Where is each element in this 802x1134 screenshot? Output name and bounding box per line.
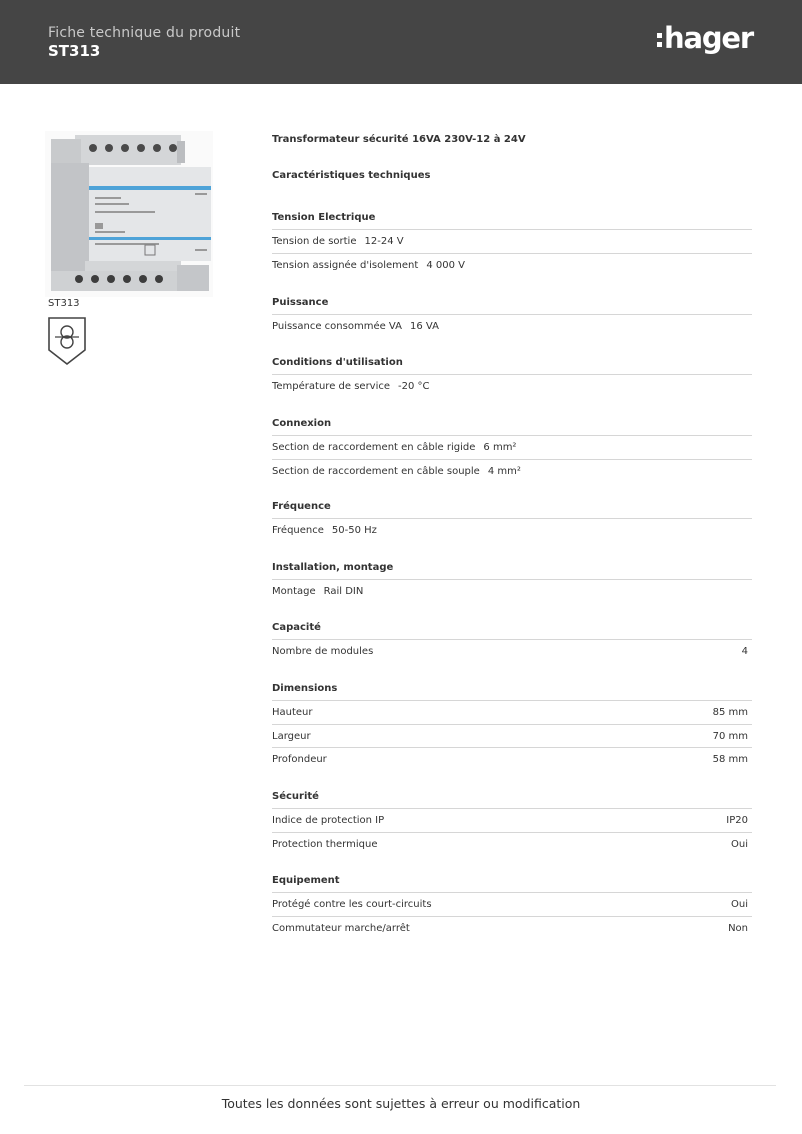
spec-label-text: Hauteur <box>272 707 313 718</box>
spec-row <box>272 253 752 276</box>
group-title: Equipement <box>272 875 340 886</box>
spec-value: 58 mm <box>712 754 748 765</box>
spec-label-text: Protégé contre les court-circuits <box>272 899 432 910</box>
spec-label <box>272 707 313 718</box>
spec-value: Rail DIN <box>323 586 364 597</box>
spec-value: 4 mm² <box>487 465 521 477</box>
spec-label-text: Tension de sortie <box>272 236 357 247</box>
spec-value: 85 mm <box>712 707 748 718</box>
spec-label <box>272 381 430 392</box>
spec-label-text: Protection thermique <box>272 838 378 850</box>
group-title: Sécurité <box>272 791 319 802</box>
spec-value: 6 mm² <box>483 442 517 453</box>
spec-label-text: Nombre de modules <box>272 646 374 657</box>
spec-label <box>272 839 377 850</box>
spec-row <box>272 747 752 770</box>
footer-disclaimer: Toutes les données sont sujettes à erreur ou modification <box>221 1096 581 1111</box>
spec-value: Oui <box>731 838 748 850</box>
spec-row <box>272 808 752 831</box>
group-title: Connexion <box>272 418 332 429</box>
header-subtitle: Fiche technique du produit <box>48 25 241 41</box>
din-rail-transformer-image <box>45 131 213 297</box>
spec-label-text: Fréquence <box>272 525 324 536</box>
spec-label-text: Indice de protection IP <box>272 815 385 826</box>
spec-label-text: Tension assignée d'isolement <box>272 259 419 271</box>
spec-label <box>272 731 311 742</box>
spec-label <box>272 923 410 934</box>
spec-value: -20 °C <box>398 381 430 392</box>
spec-row <box>272 579 752 602</box>
group-title: Capacité <box>272 622 321 633</box>
spec-label <box>272 321 439 332</box>
spec-row <box>272 639 752 662</box>
spec-value: Oui <box>731 899 748 910</box>
spec-value: 50-50 Hz <box>331 525 377 536</box>
spec-label <box>272 260 465 271</box>
spec-row <box>272 892 752 915</box>
spec-value: 4 000 V <box>426 259 465 271</box>
header-product-code: ST313 <box>48 42 101 60</box>
page-header <box>0 0 802 84</box>
spec-row <box>272 459 752 482</box>
spec-label <box>272 646 373 657</box>
spec-label-text: Largeur <box>272 730 311 742</box>
spec-label <box>272 236 404 247</box>
spec-row <box>272 314 752 337</box>
spec-label-text: Section de raccordement en câble rigide <box>272 442 476 453</box>
spec-label <box>272 586 363 597</box>
spec-value: 16 VA <box>409 321 439 332</box>
logo-wordmark: hager <box>664 21 753 55</box>
spec-label-text: Puissance consommée VA <box>272 321 402 332</box>
spec-row <box>272 435 752 458</box>
spec-label <box>272 442 516 453</box>
spec-label <box>272 754 327 765</box>
spec-value: 12-24 V <box>364 236 404 247</box>
group-title: Installation, montage <box>272 562 394 573</box>
spec-row <box>272 374 752 397</box>
spec-row <box>272 518 752 541</box>
spec-label <box>272 899 432 910</box>
spec-label-text: Température de service <box>272 381 391 392</box>
spec-row <box>272 916 752 939</box>
spec-label <box>272 466 521 477</box>
spec-label <box>272 815 384 826</box>
section-title: Caractéristiques techniques <box>272 170 431 181</box>
spec-row <box>272 229 752 252</box>
spec-label <box>272 525 377 536</box>
spec-row <box>272 832 752 855</box>
spec-label-text: Montage <box>272 586 316 597</box>
group-title: Dimensions <box>272 683 338 694</box>
group-title: Fréquence <box>272 501 331 512</box>
safety-transformer-shield-icon <box>47 316 87 366</box>
spec-row <box>272 724 752 747</box>
spec-value: IP20 <box>726 815 748 826</box>
logo-dots-icon <box>657 33 663 51</box>
group-title: Puissance <box>272 297 329 308</box>
spec-label-text: Commutateur marche/arrêt <box>272 922 410 934</box>
group-title: Conditions d'utilisation <box>272 357 403 368</box>
spec-value: 4 <box>741 646 748 657</box>
footer-divider <box>24 1085 776 1086</box>
spec-value: Non <box>728 922 748 934</box>
spec-label-text: Profondeur <box>272 754 327 765</box>
product-caption: ST313 <box>48 298 80 309</box>
spec-row <box>272 700 752 723</box>
spec-label-text: Section de raccordement en câble souple <box>272 465 480 477</box>
product-title: Transformateur sécurité 16VA 230V-12 à 24V <box>272 134 526 145</box>
group-title: Tension Electrique <box>272 212 376 223</box>
spec-value: 70 mm <box>712 730 748 742</box>
